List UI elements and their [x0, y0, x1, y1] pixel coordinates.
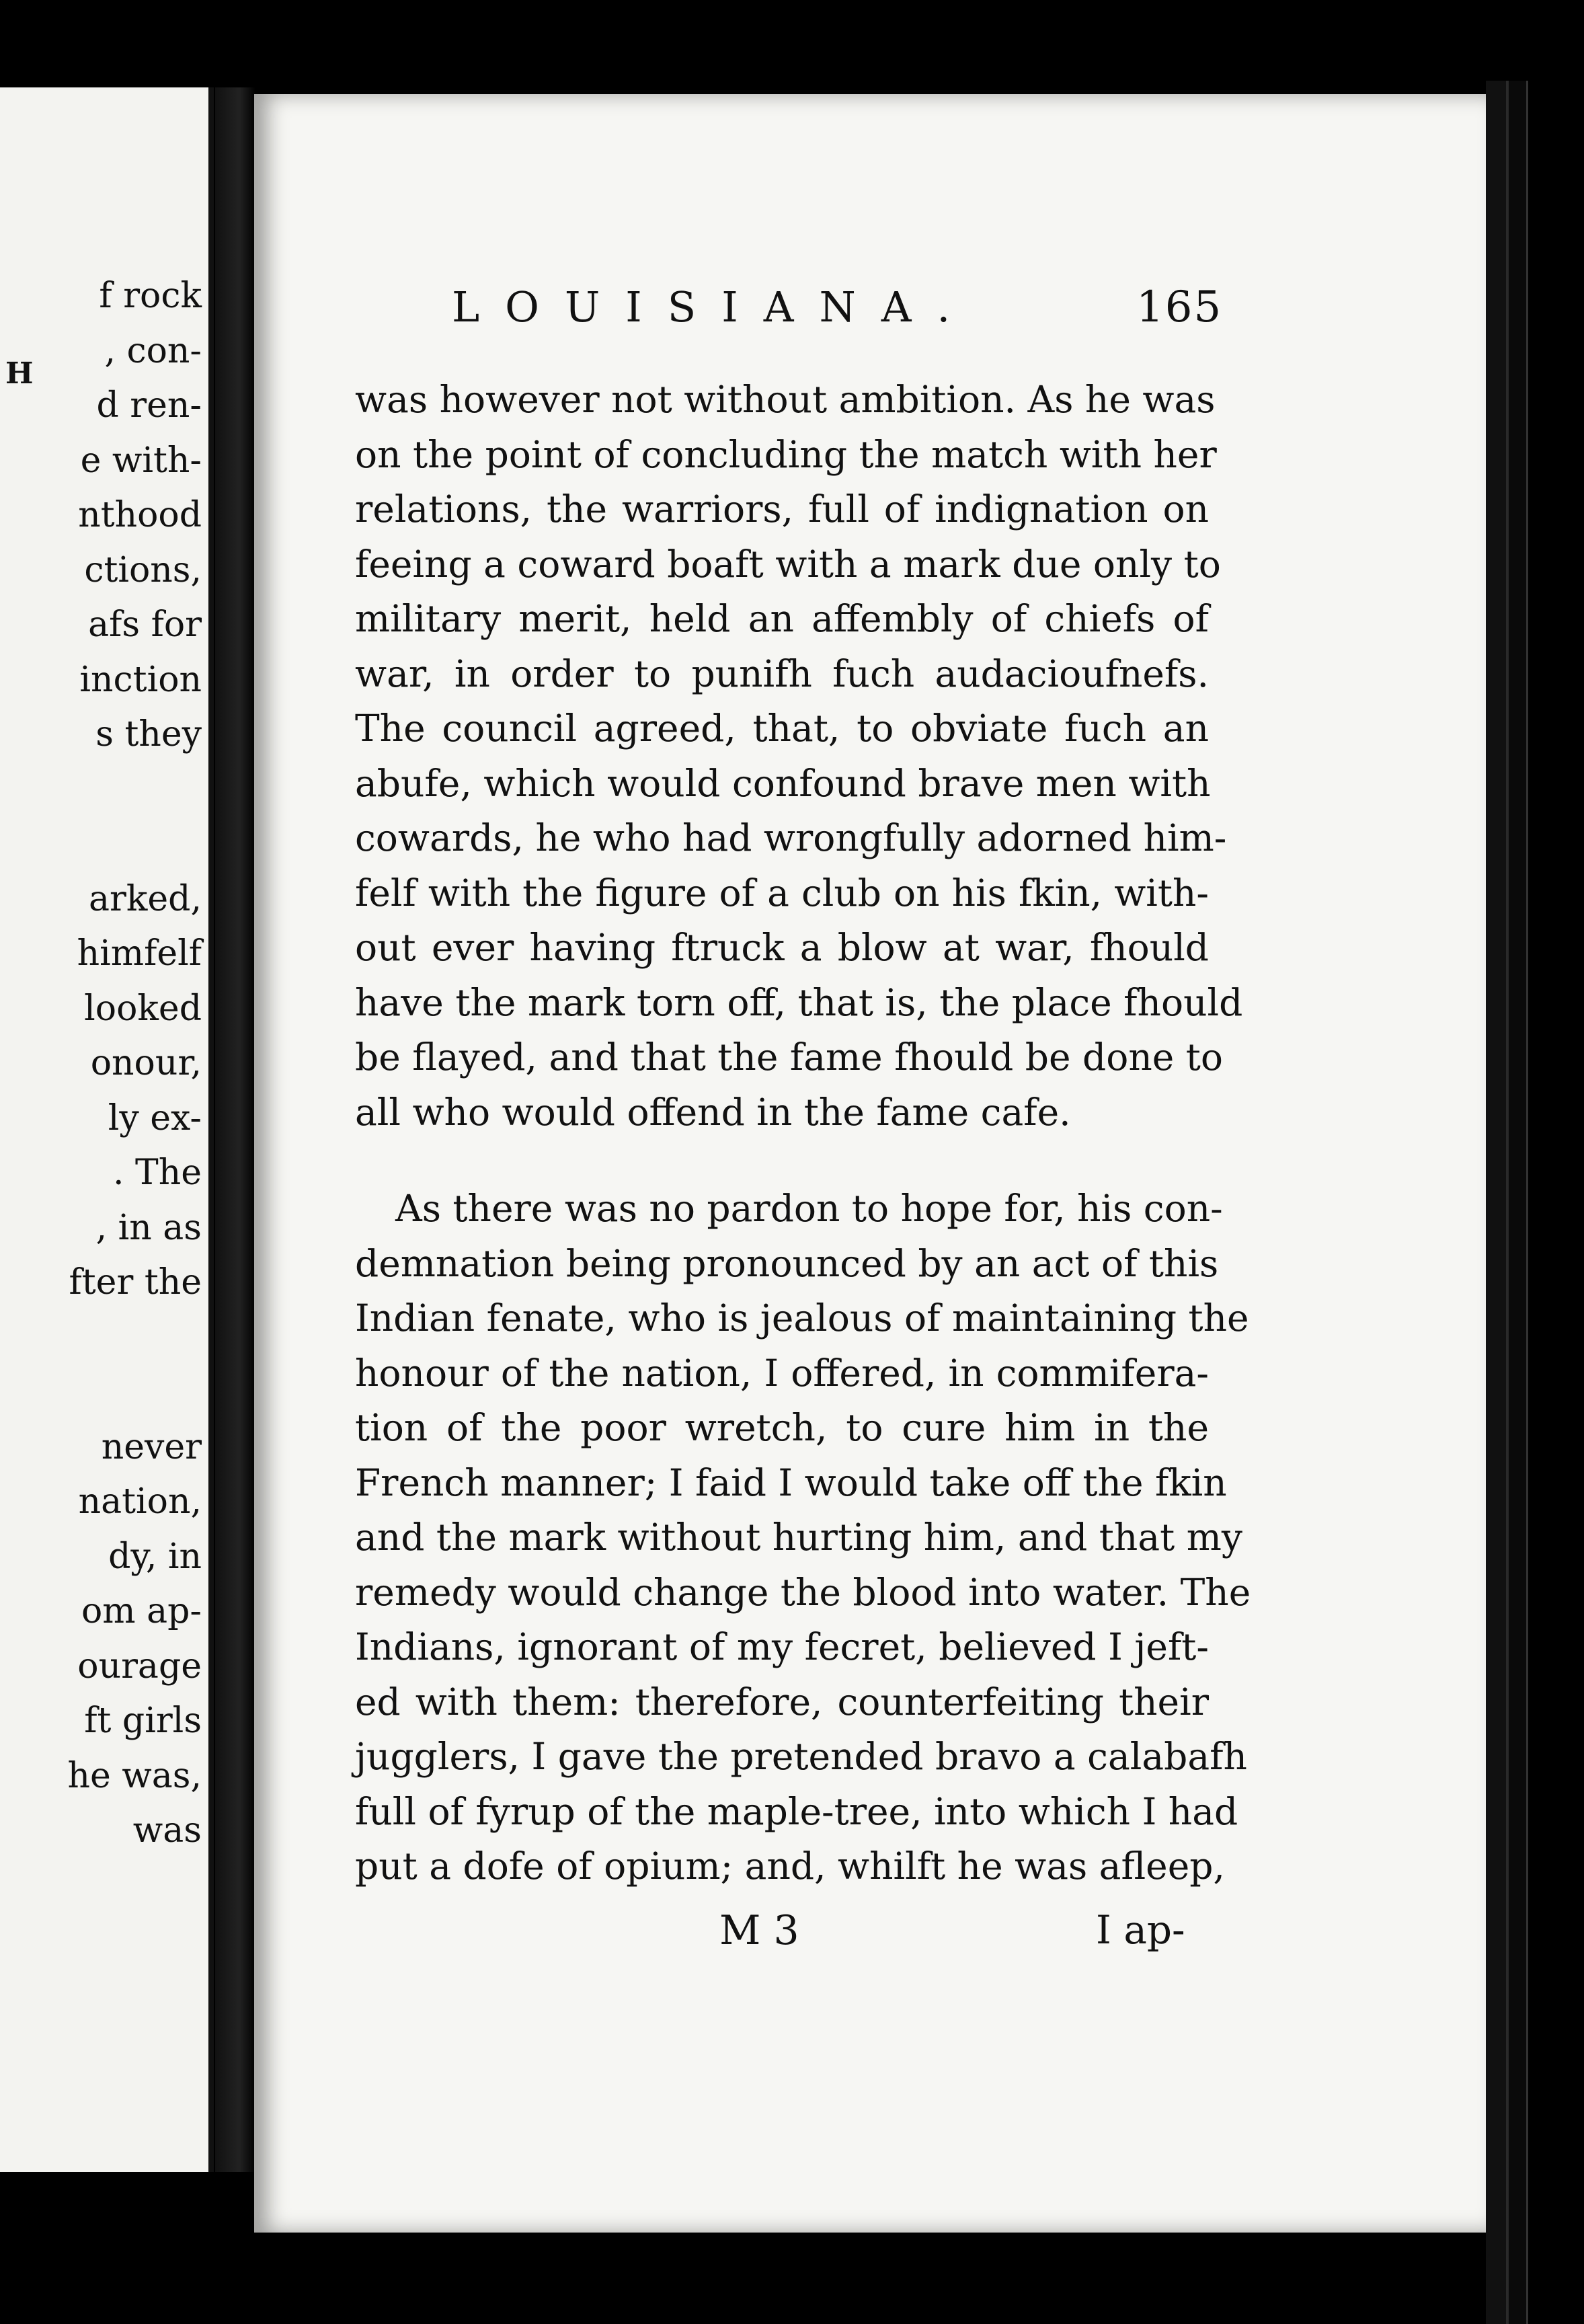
text-line: French manner; I faid I would take off the fkin — [355, 1461, 1227, 1504]
left-page-text — [0, 269, 202, 1859]
left-page-line: , con- — [104, 330, 202, 371]
text-line: Indians, ignorant of my fecret, believed I jeft- — [355, 1625, 1209, 1668]
left-page-line: , in as — [95, 1207, 202, 1248]
catchword: I ap- — [1096, 1907, 1185, 1953]
text-line: demnation being pronounced by an act of this — [355, 1241, 1219, 1285]
text-line: abufe, which would confound brave men with — [355, 761, 1211, 805]
text-line: The council agreed, that, to obviate fuch an — [355, 707, 1209, 750]
text-line: relations, the warriors, full of indignation on — [355, 488, 1209, 531]
left-page-line: inction — [79, 659, 202, 700]
text-line: out ever having ftruck a blow at war, fhould — [355, 926, 1209, 969]
page-number: 165 — [1136, 282, 1223, 332]
text-line: military merit, held an affembly of chiefs of — [355, 597, 1209, 640]
text-line: all who would offend in the fame cafe. — [355, 1090, 1071, 1134]
book-gutter — [215, 87, 255, 2172]
left-page-line: nthood — [78, 495, 202, 535]
text-line: As there was no pardon to hope for, his con- — [395, 1187, 1223, 1230]
text-line: tion of the poor wretch, to cure him in the — [355, 1406, 1209, 1449]
left-page-line: he was, — [67, 1755, 202, 1796]
text-line: ed with them: therefore, counterfeiting their — [355, 1680, 1209, 1723]
text-line: felf with the figure of a club on his fkin, with- — [355, 871, 1209, 915]
left-page-line: f rock — [99, 276, 202, 316]
left-page-line: onour, — [90, 1043, 202, 1083]
text-line: war, in order to punifh fuch audacioufnefs. — [355, 652, 1209, 695]
text-line: on the point of concluding the match with her — [355, 432, 1217, 476]
left-page-line: ft girls — [84, 1701, 202, 1741]
left-page-line: nation, — [78, 1481, 202, 1522]
text-line: feeing a coward boaft with a mark due only to — [355, 542, 1221, 586]
left-page-line: e with- — [80, 440, 202, 481]
left-page-line: arked, — [89, 878, 202, 919]
running-title: LOUISIANA. — [452, 282, 976, 332]
left-page-line: ourage — [77, 1645, 202, 1687]
text-line: was however not without ambition. As he was — [355, 378, 1216, 421]
text-line: full of fyrup of the maple-tree, into which I had — [355, 1789, 1238, 1833]
page-edges — [1486, 81, 1584, 2324]
left-page-line: . The — [112, 1153, 202, 1193]
left-page-line: d ren- — [96, 385, 202, 426]
text-line: honour of the nation, I offered, in commifera- — [355, 1351, 1209, 1395]
paragraph-2 — [355, 1182, 1251, 1894]
left-page-line: dy, in — [108, 1536, 202, 1577]
left-page-line: om ap- — [81, 1591, 202, 1631]
left-page-line: looked — [84, 988, 202, 1029]
left-page-line: never — [101, 1426, 202, 1467]
signature-mark: M 3 — [719, 1907, 799, 1954]
left-page-line: s they — [95, 714, 202, 754]
text-line: put a dofe of opium; and, whilft he was afleep, — [355, 1845, 1225, 1888]
left-page-line: ctions, — [84, 549, 202, 590]
text-line: cowards, he who had wrongfully adorned him- — [355, 816, 1227, 859]
text-line: jugglers, I gave the pretended bravo a calabafh — [355, 1735, 1247, 1778]
left-page-line: fter the — [69, 1262, 202, 1303]
left-page-line: afs for — [88, 605, 202, 645]
text-line: have the mark torn off, that is, the place fhould — [355, 980, 1243, 1024]
left-page-line: ly ex- — [108, 1097, 202, 1138]
left-page — [0, 87, 214, 2172]
paragraph-1 — [355, 373, 1243, 1140]
text-line: Indian fenate, who is jealous of maintaining the — [355, 1296, 1249, 1340]
left-page-line: was — [132, 1810, 202, 1851]
text-line: and the mark without hurting him, and that my — [355, 1516, 1242, 1559]
left-page-running-letter: H — [5, 356, 34, 391]
left-page-line: himfelf — [77, 933, 202, 974]
text-line: be flayed, and that the fame fhould be done to — [355, 1036, 1224, 1079]
text-line: remedy would change the blood into water. The — [355, 1570, 1251, 1614]
